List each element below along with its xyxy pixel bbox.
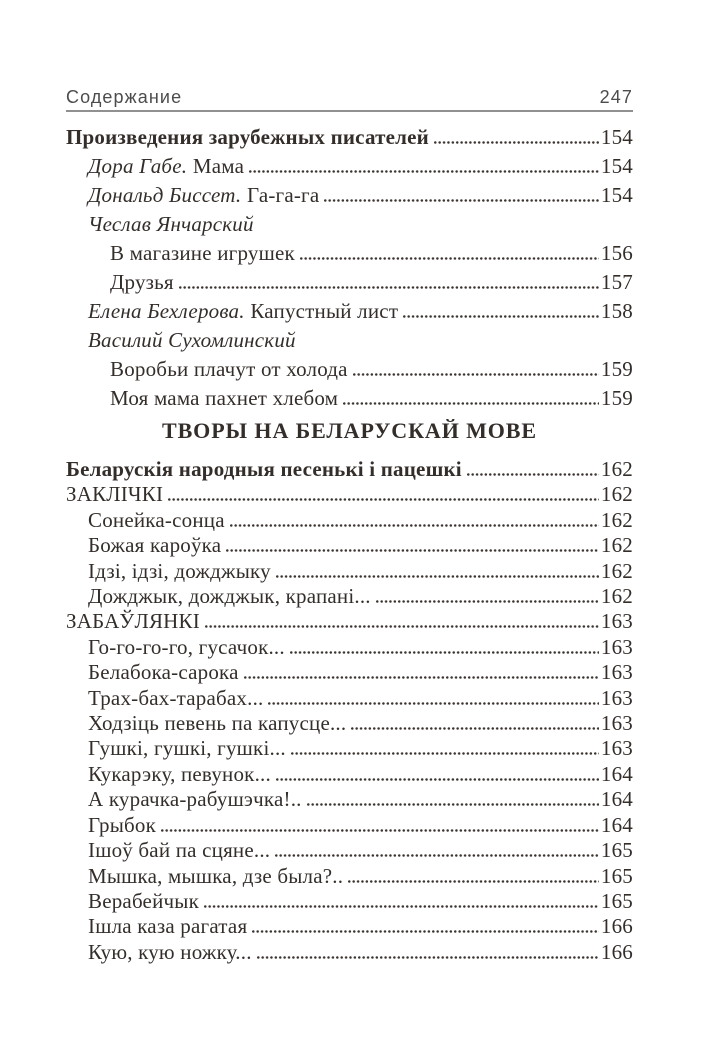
entry-label [88,711,346,736]
entry-page-number: 164 [600,787,633,812]
entry-page-number: 162 [600,533,633,558]
toc-entry [66,787,633,812]
toc-entry [66,609,633,634]
dot-leader [307,803,599,806]
dot-leader [353,373,599,376]
entry-label [110,239,295,268]
toc-entry [66,123,633,152]
dot-leader [179,286,599,289]
entry-title: Мама [192,154,245,178]
entry-author: Чеслав Янчарский [88,212,254,236]
toc-entry [66,914,633,939]
dot-leader [276,778,599,781]
dot-leader [324,199,598,202]
entry-author: Дональд Биссет. [88,183,242,207]
toc-entry [66,635,633,660]
entry-author: Елена Бехлерова. [88,299,245,323]
toc-entry [66,584,633,609]
dot-leader [290,651,599,654]
toc-entry [66,457,633,482]
entry-page-number: 162 [600,558,633,583]
entry-title: Божая кароўка [88,533,222,558]
header-page-number: 247 [599,87,633,107]
entry-title: Верабейчык [88,888,199,913]
toc-entry [66,297,633,326]
entry-title: ЗАКЛІЧКІ [66,482,164,507]
entry-title: Друзья [110,270,174,294]
entry-label [88,914,247,939]
entry-title: Ходзіць певень па капусце... [88,711,347,736]
entry-label [110,268,174,297]
toc-entry [66,736,633,761]
entry-label [110,355,348,384]
entry-title: Произведения зарубежных писателей [66,125,429,149]
entry-label [88,762,271,787]
entry-label [88,326,296,355]
entry-title: Беларускія народныя песенькі і пацешкі [66,457,462,481]
entry-title: Го-го-го-го, гусачок... [88,634,285,659]
entry-label [66,123,429,152]
toc-entry [66,210,633,239]
entry-label [88,660,239,685]
toc-entry [66,813,633,838]
dot-leader [348,880,599,883]
entry-label [88,181,319,210]
dot-leader [343,402,599,405]
entry-title: Ішла каза рагатая [88,914,248,939]
dot-leader [249,170,599,173]
table-of-contents [66,123,633,965]
entry-page-number: 163 [600,736,633,761]
dot-leader [268,702,598,705]
entry-page-number: 165 [600,838,633,863]
dot-leader [403,315,599,318]
toc-entry [66,533,633,558]
entry-page-number: 165 [600,863,633,888]
entry-page-number: 162 [600,584,633,609]
dot-leader [467,473,599,476]
dot-leader [351,727,599,730]
dot-leader [434,141,599,144]
entry-page-number: 166 [600,914,633,939]
toc-entry [66,864,633,889]
entry-title: Ідзі, ідзі, дожджыку [88,558,271,583]
toc-entry [66,940,633,965]
dot-leader [300,257,599,260]
entry-page-number: 158 [600,299,633,323]
entry-title: Мышка, мышка, дзе была?.. [88,863,344,888]
entry-title: Сонейка-сонца [88,507,225,532]
dot-leader [252,930,599,933]
toc-entry [66,559,633,584]
running-title: Содержание [66,87,183,107]
section-heading: ТВОРЫ НА БЕЛАРУСКАЙ МОВЕ [162,418,537,443]
toc-entry [66,838,633,863]
dot-leader [205,625,599,628]
entry-page-number: 154 [600,154,633,178]
entry-page-number: 154 [600,125,633,149]
entry-label [88,584,371,609]
toc-section-foreign-authors [66,123,633,413]
entry-label [88,152,244,181]
entry-label [88,889,199,914]
entry-label [88,813,156,838]
toc-entry [66,508,633,533]
dot-leader [276,575,599,578]
entry-page-number: 156 [600,241,633,265]
entry-title: Капустный лист [250,299,399,323]
toc-section-belarusian [66,457,633,965]
entry-author: Василий Сухомлинский [88,328,296,352]
toc-entry [66,152,633,181]
entry-label [88,210,254,239]
entry-author: Дора Габе. [88,154,188,178]
entry-label [66,609,200,634]
entry-page-number: 164 [600,761,633,786]
entry-title: В магазине игрушек [110,241,295,265]
entry-page-number: 163 [600,711,633,736]
entry-label [88,635,285,660]
toc-entry [66,181,633,210]
entry-page-number: 157 [600,270,633,294]
entry-label [88,533,221,558]
entry-page-number: 162 [600,507,633,532]
dot-leader [257,956,599,959]
dot-leader [161,829,599,832]
toc-entry [66,326,633,355]
dot-leader [244,676,599,679]
entry-label [88,864,343,889]
dot-leader [275,854,599,857]
entry-page-number: 159 [600,386,633,410]
entry-title: Трах-бах-тарабах... [88,685,264,710]
toc-entry [66,711,633,736]
toc-entry [66,686,633,711]
entry-title: Белабока-сарока [88,660,239,685]
entry-page-number: 163 [600,609,633,634]
entry-label [88,508,225,533]
entry-page-number: 154 [600,183,633,207]
entry-label [88,940,252,965]
entry-title: ЗАБАЎЛЯНКІ [66,609,200,634]
dot-leader [168,498,599,501]
dot-leader [230,524,599,527]
toc-entry [66,268,633,297]
entry-title: Кукарэку, певунок... [88,761,271,786]
entry-title: Га-га-га [247,183,320,207]
entry-title: Гушкі, гушкі, гушкі... [88,736,286,761]
dot-leader [291,752,599,755]
entry-page-number: 165 [600,888,633,913]
entry-page-number: 162 [600,457,633,481]
toc-entry [66,762,633,787]
entry-page-number: 162 [600,482,633,507]
entry-label [66,457,462,482]
toc-entry [66,482,633,507]
entry-page-number: 159 [600,357,633,381]
entry-page-number: 164 [600,812,633,837]
entry-label [88,838,270,863]
entry-label [88,787,302,812]
entry-title: А курачка-рабушэчка!.. [88,787,302,812]
entry-title: Ішоў бай па сцяне... [88,838,271,863]
header-rule [66,110,633,112]
running-header [66,87,633,108]
entry-label [88,297,398,326]
entry-label [110,384,338,413]
entry-label [88,736,286,761]
dot-leader [376,600,599,603]
entry-title: Кую, кую ножку... [88,939,252,964]
entry-label [88,559,271,584]
toc-entry [66,384,633,413]
entry-page-number: 163 [600,634,633,659]
dot-leader [204,905,599,908]
dot-leader [226,549,599,552]
toc-entry [66,239,633,268]
entry-label [66,482,163,507]
entry-title: Дожджык, дожджык, крапані... [88,584,371,609]
toc-entry [66,889,633,914]
entry-page-number: 163 [600,660,633,685]
entry-label [88,686,263,711]
entry-title: Моя мама пахнет хлебом [110,386,339,410]
toc-entry [66,355,633,384]
entry-title: Грыбок [88,812,157,837]
toc-entry [66,660,633,685]
entry-title: Воробьи плачут от холода [110,357,348,381]
entry-page-number: 166 [600,939,633,964]
entry-page-number: 163 [600,685,633,710]
